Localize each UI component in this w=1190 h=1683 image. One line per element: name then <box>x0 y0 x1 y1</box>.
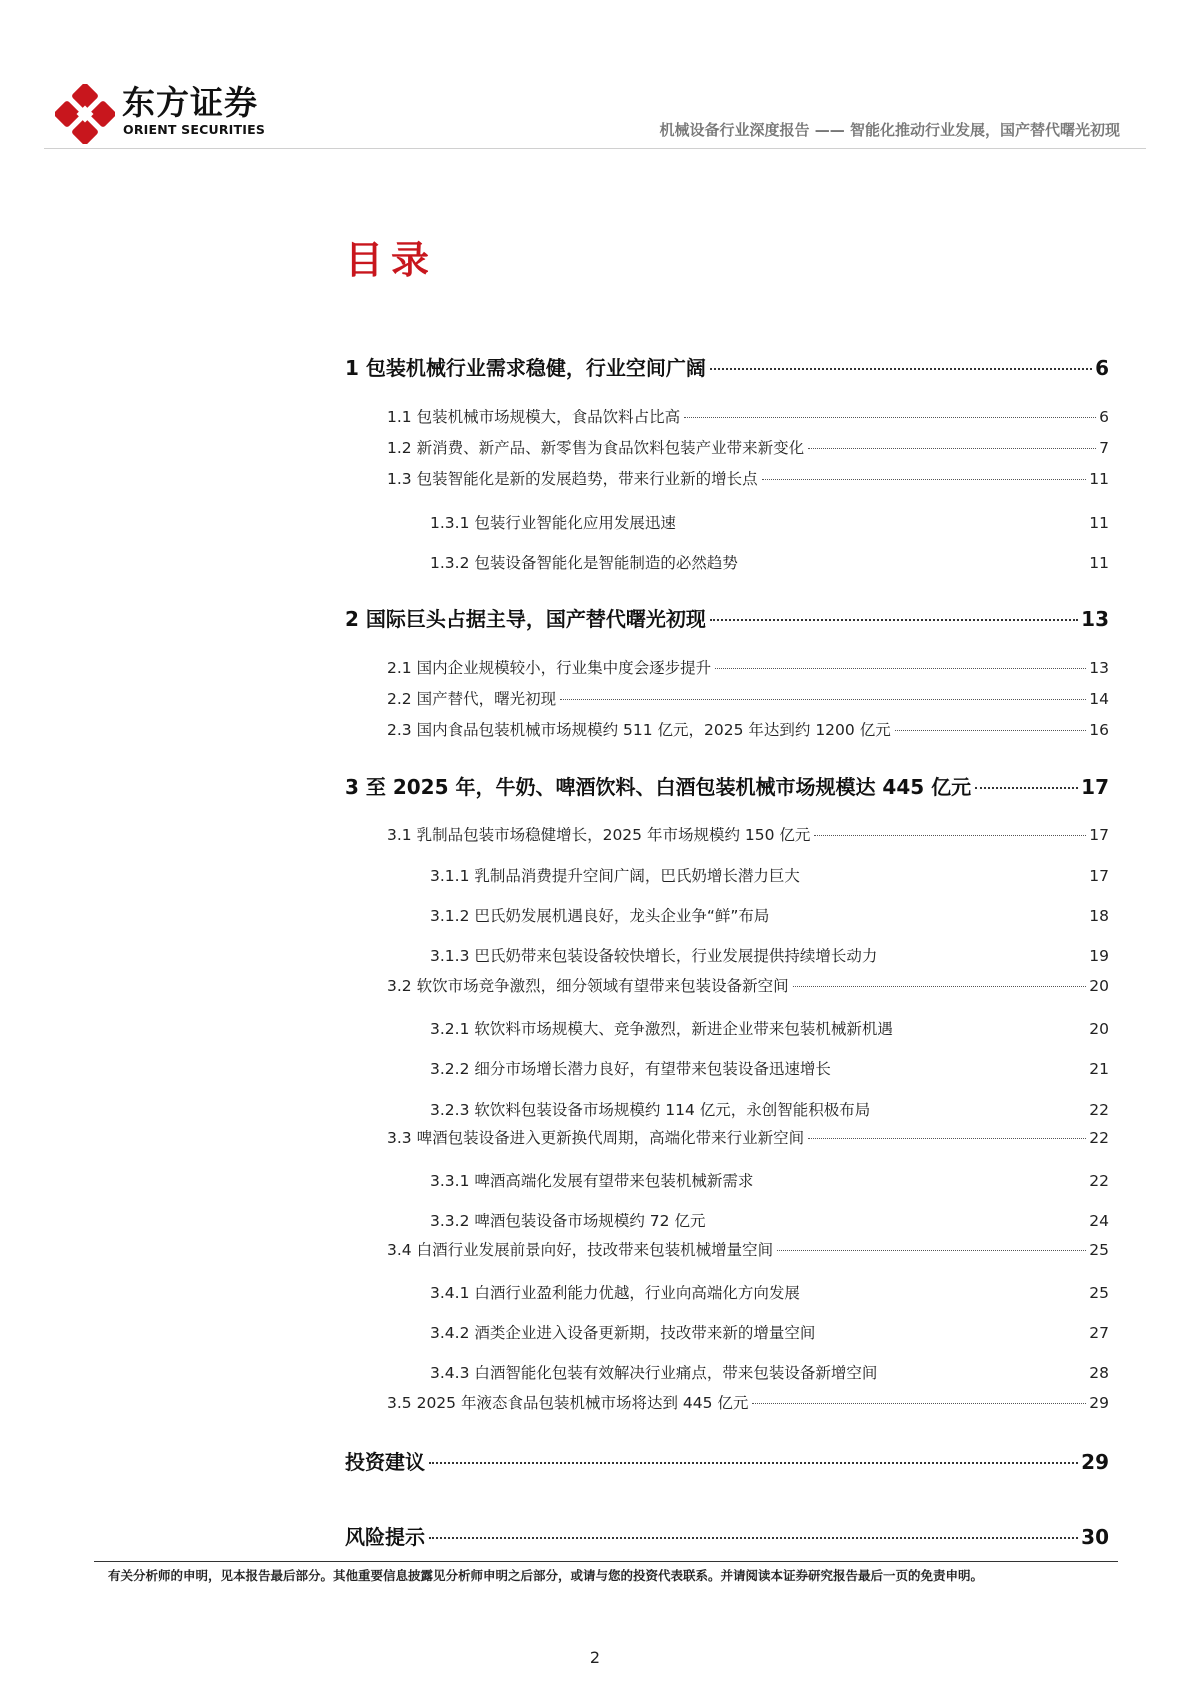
toc-entry[interactable] <box>430 1017 1109 1039</box>
toc-entry[interactable] <box>387 1391 1109 1413</box>
toc-entry[interactable] <box>345 603 1109 632</box>
toc-entry-title: 2 国际巨头占据主导，国产替代曙光初现 <box>345 607 706 631</box>
toc-entry[interactable] <box>387 718 1109 740</box>
toc-leader-dots <box>895 730 1087 731</box>
toc-entry[interactable] <box>430 1209 1109 1231</box>
toc-leader-dots <box>762 479 1087 480</box>
toc-leader-dots <box>752 1403 1086 1404</box>
toc-entry[interactable] <box>430 1169 1109 1191</box>
toc-leader-dots <box>814 835 1086 836</box>
toc-entry[interactable] <box>345 1446 1109 1475</box>
toc-entry-title: 3.4.2 酒类企业进入设备更新期，技改带来新的增量空间 <box>430 1324 816 1342</box>
toc-entry[interactable] <box>430 1057 1109 1079</box>
toc-entry-title: 3.1 乳制品包装市场稳健增长，2025 年市场规模约 150 亿元 <box>387 826 811 844</box>
page-number: 2 <box>589 1648 601 1667</box>
toc-entry-page: 30 <box>1081 1525 1109 1549</box>
toc-entry[interactable] <box>430 1321 1109 1343</box>
toc-entry-title: 3.4.1 白酒行业盈利能力优越，行业向高端化方向发展 <box>430 1284 800 1302</box>
toc-entry-title: 3.1.3 巴氏奶带来包装设备较快增长，行业发展提供持续增长动力 <box>430 947 878 965</box>
toc-leader-dots <box>429 1462 1078 1464</box>
toc-entry[interactable] <box>387 1238 1109 1260</box>
toc-entry-page: 25 <box>1089 1241 1109 1259</box>
toc-leader-dots <box>710 368 1092 370</box>
toc-entry-page: 17 <box>1081 775 1109 799</box>
toc-entry-title: 1.3.2 包装设备智能化是智能制造的必然趋势 <box>430 554 738 572</box>
toc-entry-page: 29 <box>1089 1394 1109 1412</box>
toc-entry-page: 11 <box>1089 514 1109 532</box>
toc-entry-title: 3.5 2025 年液态食品包装机械市场将达到 445 亿元 <box>387 1394 749 1412</box>
toc-entry-page: 6 <box>1095 356 1109 380</box>
toc-entry-page: 21 <box>1089 1060 1109 1078</box>
toc-entry-page: 22 <box>1089 1129 1109 1147</box>
toc-entry-title: 投资建议 <box>345 1450 425 1474</box>
toc-entry-page: 14 <box>1089 690 1109 708</box>
toc-entry-title: 1.2 新消费、新产品、新零售为食品饮料包装产业带来新变化 <box>387 439 805 457</box>
toc-entry-title: 3.4.3 白酒智能化包装有效解决行业痛点，带来包装设备新增空间 <box>430 1364 878 1382</box>
toc-entry[interactable] <box>387 467 1109 489</box>
toc-entry[interactable] <box>387 687 1109 709</box>
toc-entry[interactable] <box>430 904 1109 926</box>
toc-entry-page: 24 <box>1089 1212 1109 1230</box>
toc-entry-title: 1 包装机械行业需求稳健，行业空间广阔 <box>345 356 706 380</box>
toc-leader-dots <box>808 448 1096 449</box>
toc-entry-page: 7 <box>1099 439 1109 457</box>
toc-entry[interactable] <box>345 352 1109 381</box>
toc-entry-title: 1.1 包装机械市场规模大，食品饮料占比高 <box>387 408 681 426</box>
toc-entry-page: 16 <box>1089 721 1109 739</box>
toc-entry-title: 3.2 软饮市场竞争激烈，细分领域有望带来包装设备新空间 <box>387 977 789 995</box>
toc-entry[interactable] <box>387 974 1109 996</box>
footer-divider <box>94 1561 1118 1562</box>
toc-entry[interactable] <box>387 405 1109 427</box>
header-divider <box>44 148 1146 149</box>
toc-entry-page: 20 <box>1089 1020 1109 1038</box>
footer-disclaimer: 有关分析师的申明，见本报告最后部分。其他重要信息披露见分析师申明之后部分，或请与您的投资代表联系。并请阅读本证券研究报告最后一页的免责申明。 <box>108 1568 984 1583</box>
company-logo-icon <box>55 84 115 144</box>
toc-entry[interactable] <box>387 823 1109 845</box>
toc-entry-title: 3 至 2025 年，牛奶、啤酒饮料、白酒包装机械市场规模达 445 亿元 <box>345 775 972 799</box>
toc-entry-title: 风险提示 <box>345 1525 425 1549</box>
toc-entry-title: 2.1 国内企业规模较小，行业集中度会逐步提升 <box>387 659 712 677</box>
toc-leader-dots <box>793 986 1087 987</box>
toc-entry-page: 27 <box>1089 1324 1109 1342</box>
toc-entry[interactable] <box>345 1521 1109 1550</box>
toc-entry[interactable] <box>387 656 1109 678</box>
toc-entry-page: 28 <box>1089 1364 1109 1382</box>
toc-entry-page: 18 <box>1089 907 1109 925</box>
toc-leader-dots <box>429 1537 1078 1539</box>
toc-entry-page: 13 <box>1089 659 1109 677</box>
toc-entry-page: 25 <box>1089 1284 1109 1302</box>
toc-entry-title: 3.1.2 巴氏奶发展机遇良好，龙头企业争“鲜”布局 <box>430 907 770 925</box>
toc-leader-dots <box>975 787 1078 789</box>
toc-entry-title: 2.2 国产替代，曙光初现 <box>387 690 557 708</box>
toc-entry[interactable] <box>387 436 1109 458</box>
toc-entry-title: 3.3.2 啤酒包装设备市场规模约 72 亿元 <box>430 1212 706 1230</box>
toc-leader-dots <box>560 699 1086 700</box>
toc-entry-title: 3.2.2 细分市场增长潜力良好，有望带来包装设备迅速增长 <box>430 1060 831 1078</box>
toc-entry[interactable] <box>430 1361 1109 1383</box>
toc-entry-page: 29 <box>1081 1450 1109 1474</box>
toc-entry-page: 11 <box>1089 470 1109 488</box>
toc-entry-page: 17 <box>1089 867 1109 885</box>
toc-title: 目录 <box>345 238 438 282</box>
toc-entry[interactable] <box>430 944 1109 966</box>
toc-entry[interactable] <box>430 864 1109 886</box>
toc-entry-page: 20 <box>1089 977 1109 995</box>
toc-entry-page: 17 <box>1089 826 1109 844</box>
toc-entry-page: 22 <box>1089 1101 1109 1119</box>
toc-entry-title: 1.3.1 包装行业智能化应用发展迅速 <box>430 514 676 532</box>
toc-entry-page: 22 <box>1089 1172 1109 1190</box>
toc-entry-title: 3.3 啤酒包装设备进入更新换代周期，高端化带来行业新空间 <box>387 1129 805 1147</box>
toc-entry-title: 3.2.3 软饮料包装设备市场规模约 114 亿元，永创智能积极布局 <box>430 1101 871 1119</box>
toc-leader-dots <box>715 668 1086 669</box>
toc-entry[interactable] <box>387 1126 1109 1148</box>
toc-leader-dots <box>808 1138 1086 1139</box>
toc-entry[interactable] <box>430 511 1109 533</box>
toc-entry-title: 3.2.1 软饮料市场规模大、竞争激烈，新进企业带来包装机械新机遇 <box>430 1020 893 1038</box>
toc-leader-dots <box>777 1250 1086 1251</box>
toc-entry-page: 19 <box>1089 947 1109 965</box>
toc-entry-title: 2.3 国内食品包装机械市场规模约 511 亿元，2025 年达到约 1200 亿元 <box>387 721 891 739</box>
brand-name-en: ORIENT SECURITIES <box>123 122 266 137</box>
report-title: 机械设备行业深度报告 —— 智能化推动行业发展，国产替代曙光初现 <box>659 121 1120 139</box>
toc-entry-page: 13 <box>1081 607 1109 631</box>
toc-entry[interactable] <box>430 551 1109 573</box>
toc-leader-dots <box>684 417 1096 418</box>
toc-entry[interactable] <box>430 1281 1109 1303</box>
toc-entry-title: 3.3.1 啤酒高端化发展有望带来包装机械新需求 <box>430 1172 754 1190</box>
toc-entry-page: 6 <box>1099 408 1109 426</box>
toc-entry-title: 3.1.1 乳制品消费提升空间广阔，巴氏奶增长潜力巨大 <box>430 867 800 885</box>
toc-leader-dots <box>710 619 1078 621</box>
brand-name-cn: 东方证券 <box>122 83 258 122</box>
toc-entry-title: 3.4 白酒行业发展前景向好，技改带来包装机械增量空间 <box>387 1241 774 1259</box>
toc-entry[interactable] <box>430 1098 1109 1120</box>
toc-entry[interactable] <box>345 771 1109 800</box>
toc-entry-page: 11 <box>1089 554 1109 572</box>
toc-entry-title: 1.3 包装智能化是新的发展趋势，带来行业新的增长点 <box>387 470 758 488</box>
